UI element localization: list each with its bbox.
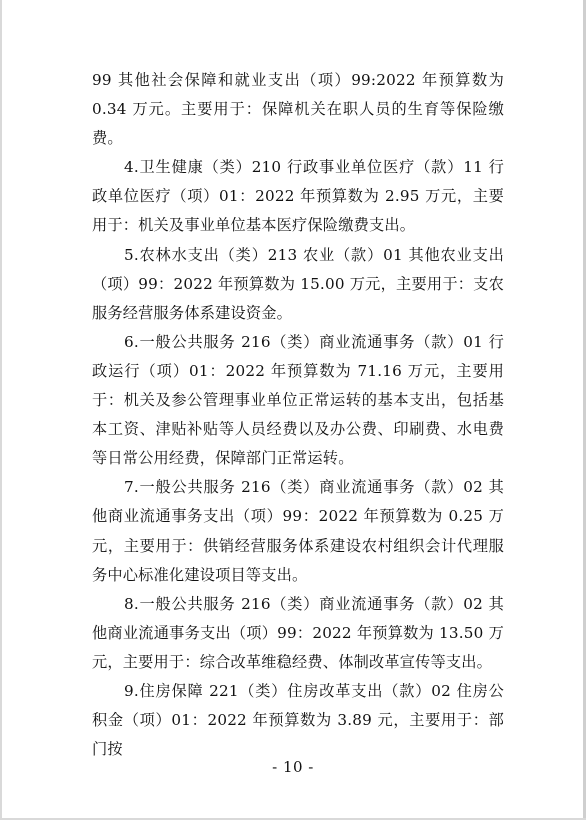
paragraph-item-8: 8.一般公共服务 216（类）商业流通事务（款）02 其他商业流通事务支出（项）99：2022 年预算数为 13.50 万元，主要用于：综合改革维稳经费、体制改革宣传等支出。 (92, 594, 504, 671)
paragraph-item-9: 9.住房保障 221（类）住房改革支出（款）02 住房公积金（项）01：2022 年预算数为 3.89 元，主要用于：部门按 (92, 681, 504, 759)
page-border-left (0, 0, 2, 820)
paragraph-item-5: 5.农林水支出（类）213 农业（款）01 其他农业支出（项）99：2022 年预算数为 15.00 万元，主要用于：支农服务经营服务体系建设资金。 (92, 245, 504, 322)
paragraph-item-4: 4.卫生健康（类）210 行政事业单位医疗（款）11 行政单位医疗（项）01：2022 年预算数为 2.95 万元，主要用于：机关及事业单位基本医疗保险缴费支出。 (92, 158, 504, 235)
paragraph-item-7: 7.一般公共服务 216（类）商业流通事务（款）02 其他商业流通事务支出（项）99：2022 年预算数为 0.25 万元，主要用于：供销经营服务体系建设农村组织会计代理服务中心标准化建设项目等支出。 (92, 478, 504, 584)
page-number: - 10 - (272, 758, 314, 776)
paragraph-item-3-continuation: 99 其他社会保障和就业支出（项）99:2022 年预算数为 0.34 万元。主要用于：保障机关在职人员的生育等保险缴费。 (92, 71, 504, 148)
paragraph-item-6: 6.一般公共服务 216（类）商业流通事务（款）01 行政运行（项）01：2022 年预算数为 71.16 万元，主要用于：机关及参公管理事业单位正常运转的基本支出，包括基本工资、津贴补贴等人员经费以及办公费、印刷费、水电费等日常公用经费，保障部门正常运转。 (92, 332, 504, 468)
document-body (92, 66, 504, 764)
